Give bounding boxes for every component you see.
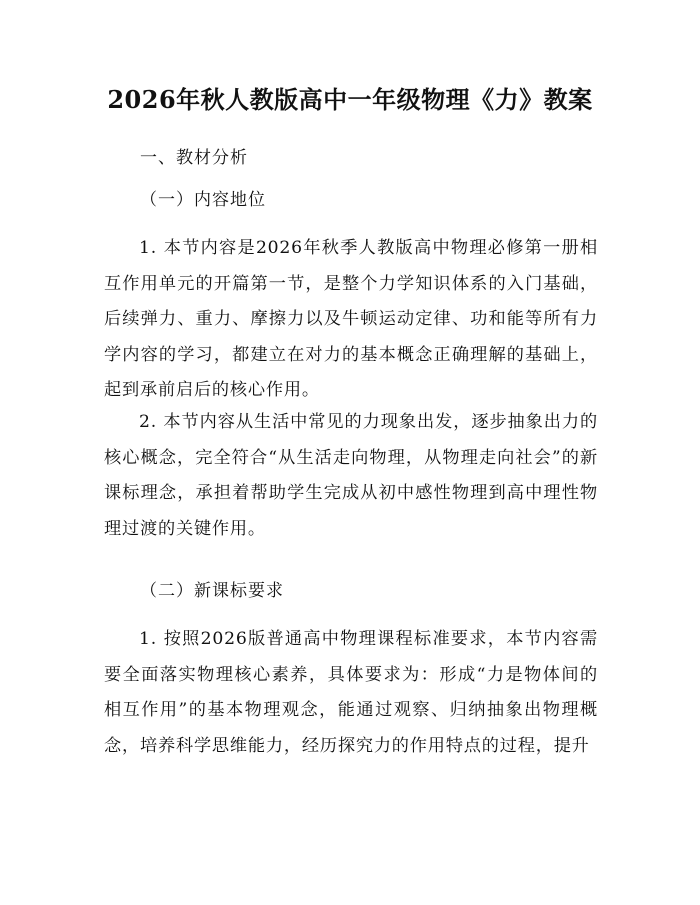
paragraph-content-position-1: 1. 本节内容是2026年秋季人教版高中物理必修第一册相互作用单元的开篇第一节，是整个力学知识体系的入门基础，后续弹力、重力、摩擦力以及牛顿运动定律、功和能等所有力学内容的学习，都建立在对力的基本概念正确理解的基础上，起到承前启后的核心作用。 (104, 238, 598, 400)
paragraph-content-position-2: 2. 本节内容从生活中常见的力现象出发，逐步抽象出力的核心概念，完全符合“从生活走向物理，从物理走向社会”的新课标理念，承担着帮助学生完成从初中感性物理到高中理性物理过渡的关键作用。 (104, 412, 598, 539)
paragraph-curriculum-requirements-1: 1. 按照2026版普通高中物理课程标准要求，本节内容需要全面落实物理核心素养，具体要求为：形成“力是物体间的相互作用”的基本物理观念，能通过观察、归纳抽象出物理概念，培养科学思维能力，经历探究力的作用特点的过程，提升 (104, 629, 598, 756)
subsection-heading-content-position: （一）内容地位 (140, 190, 266, 210)
section-heading-textbook-analysis: 一、教材分析 (140, 148, 248, 168)
document-title: 2026年秋人教版高中一年级物理《力》教案 (107, 85, 593, 114)
subsection-heading-curriculum-requirements: （二）新课标要求 (140, 581, 284, 601)
